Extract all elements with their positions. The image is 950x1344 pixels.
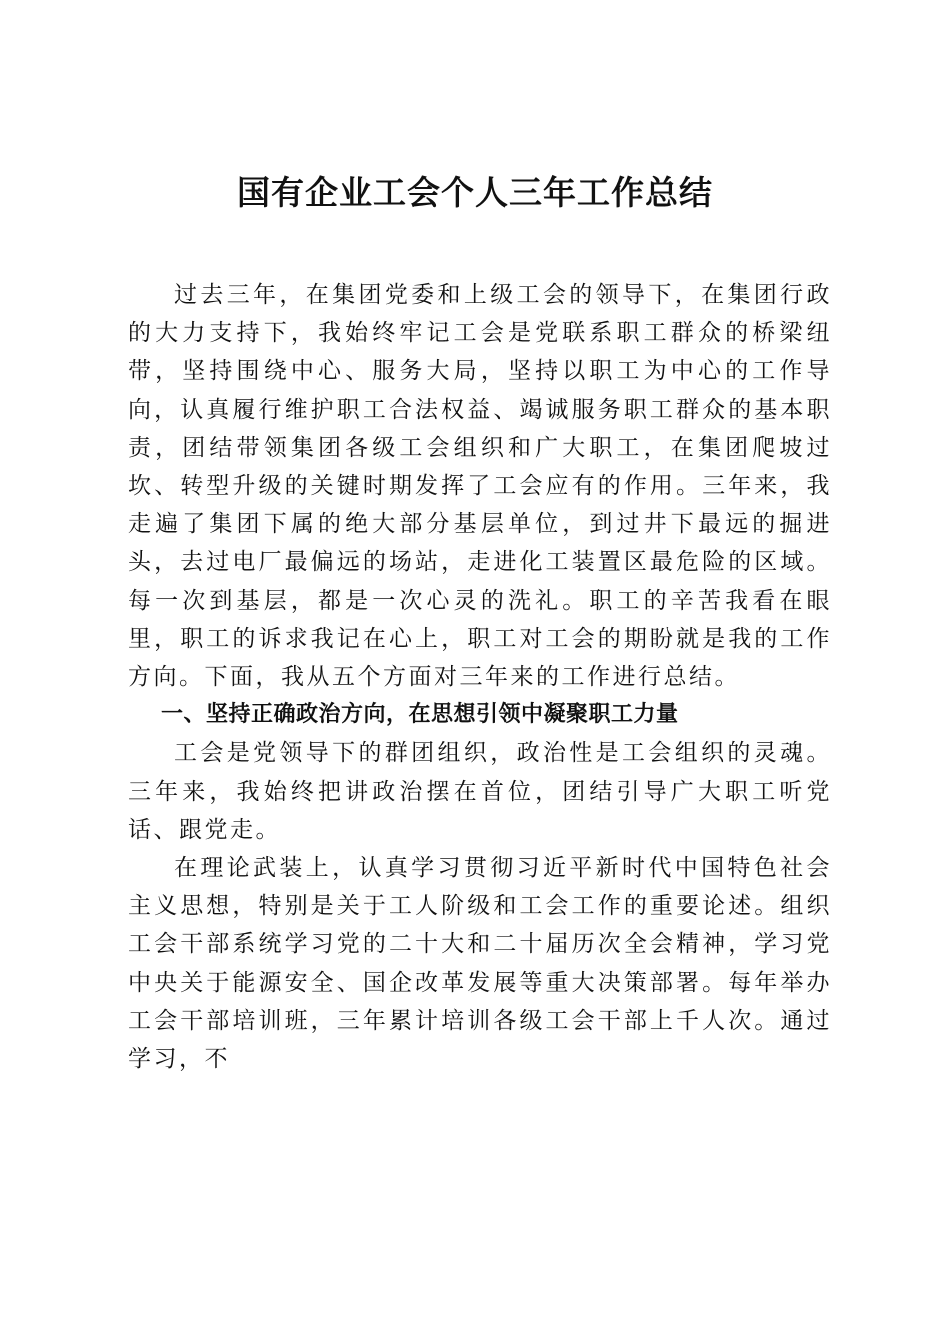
document-title: 国有企业工会个人三年工作总结 xyxy=(237,173,713,212)
section-1-paragraph-2: 在理论武装上，认真学习贯彻习近平新时代中国特色社会主义思想，特别是关于工人阶级和工会工作的重要论述。组织工会干部系统学习党的二十大和二十届历次全会精神，学习党中央关于能源安全、国企改革发展等重大决策部署。每年举办工会干部培训班，三年累计培训各级工会干部上千人次。通过学习，不 xyxy=(128,855,832,1073)
section-1-heading: 一、坚持正确政治方向，在思想引领中凝聚职工力量 xyxy=(161,702,679,728)
document-body xyxy=(128,276,832,1078)
intro-paragraph: 过去三年，在集团党委和上级工会的领导下，在集团行政的大力支持下，我始终牢记工会是党联系职工群众的桥梁纽带，坚持围绕中心、服务大局，坚持以职工为中心的工作导向，认真履行维护职工合法权益、竭诚服务职工群众的基本职责，团结带领集团各级工会组织和广大职工，在集团爬坡过坎、转型升级的关键时期发挥了工会应有的作用。三年来，我走遍了集团下属的绝大部分基层单位，到过井下最远的掘进头，去过电厂最偏远的场站，走进化工装置区最危险的区域。每一次到基层，都是一次心灵的洗礼。职工的辛苦我看在眼里，职工的诉求我记在心上，职工对工会的期盼就是我的工作方向。下面，我从五个方面对三年来的工作进行总结。 xyxy=(128,282,832,691)
section-1-paragraph-1: 工会是党领导下的群团组织，政治性是工会组织的灵魂。三年来，我始终把讲政治摆在首位，团结引导广大职工听党话、跟党走。 xyxy=(128,740,832,843)
